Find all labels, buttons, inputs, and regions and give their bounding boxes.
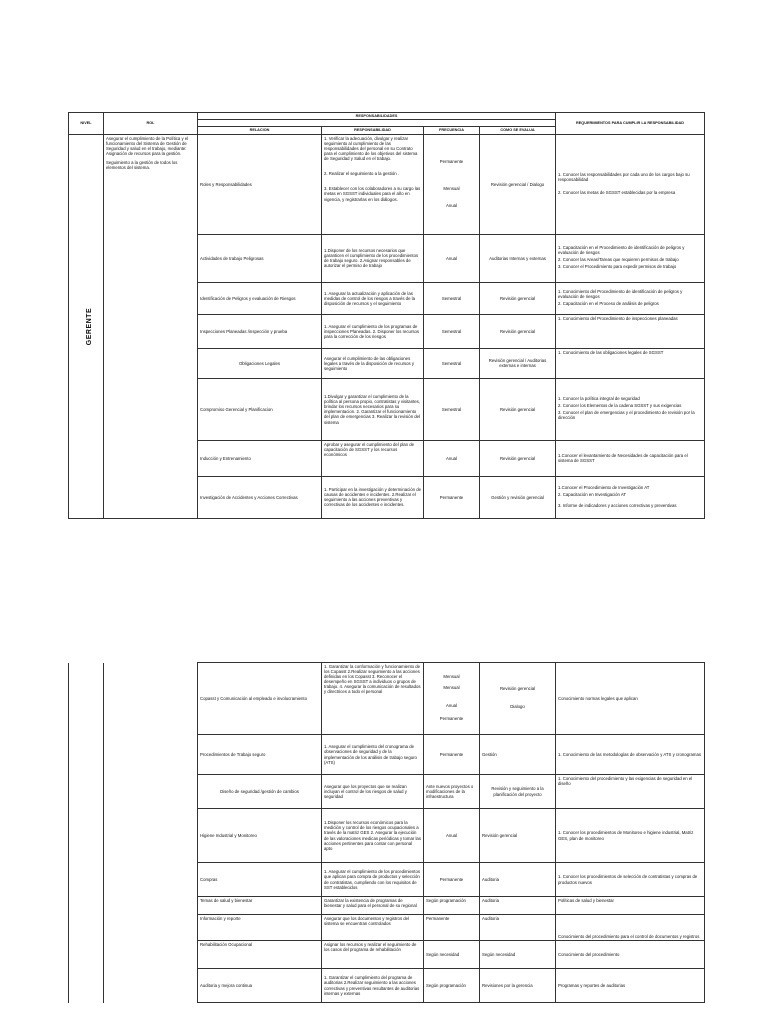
relacion-cell: Identificación de Peligros y evaluación de Riesgos xyxy=(198,282,322,314)
relacion-cell: Procedimientos de Trabajo seguro xyxy=(198,735,322,775)
freq-item: Anual xyxy=(446,702,457,708)
frecuencia-cell: Semestral xyxy=(424,348,480,378)
frecuencia-cell: Según programación xyxy=(424,969,480,1003)
relacion-cell: Auditoria y mejora continua xyxy=(198,969,322,1003)
header-relacion: RELACION xyxy=(198,127,322,134)
relacion-cell: Investigación de Accidentes y Acciones Correctivas xyxy=(198,476,322,518)
header-responsabilidades: RESPONSABILIDADES xyxy=(198,113,556,120)
responsabilidad-cell: 1. Asegurar el cumplimiento del cronograma de observaciones de seguridad y de la implementación de los análisis de trabajo seguro (ATS) xyxy=(322,735,424,775)
req-item: 2. Conocer los Elementos de la cadena SGSST y sus exigencias xyxy=(558,403,682,409)
relacion-cell: Compras xyxy=(198,863,322,897)
responsabilidad-cell: Asegurar el cumplimiento de las obligaciones legales a través de la disposición de recursos y seguimiento xyxy=(322,348,424,378)
req-item: 3. Conocer el Procedimiento para expedir permisos de trabajo xyxy=(558,264,677,270)
freq-item: Mensual xyxy=(443,685,460,691)
rol-cell xyxy=(104,134,198,518)
relacion-cell: Compromiso Gerencial y Planificacion xyxy=(198,378,322,440)
responsabilidad-cell: 1.Disponer de los recursos necesarios que garanticen el cumplimiento de los procedimientos de trabajo seguro. 2.Asignar responsables de autorizar el permiso de trabajo xyxy=(322,234,424,282)
resp-item: 3. Establecer con los colaboradores a su cargo las metas en SGSST individuales para el año en vigencia, y registrarlas en los diálogos. xyxy=(324,186,421,202)
responsabilidad-cell: Garantizar la existencia de programas de bienestar y salud para el personal de su regional xyxy=(322,897,424,915)
req-item: 3. Informe de indicadores y acciones correctivas y preventivas xyxy=(558,502,677,508)
requerimientos-cell xyxy=(556,134,705,234)
header-nivel: NIVEL xyxy=(69,113,104,135)
rol-cell-continued xyxy=(104,663,198,1003)
header-como-se-evalua: COMO SE EVALUA xyxy=(480,127,556,134)
requerimientos-cell: 1.Conocer el levantamiento de Necesidades de capacitación para el sistema de SGSST xyxy=(556,440,705,476)
evalua-cell: Gestión xyxy=(480,735,556,775)
evalua-cell: Auditoria xyxy=(480,897,556,915)
header-rol: ROL xyxy=(104,113,198,135)
requerimientos-cell: Políticas de salud y bienestar xyxy=(556,897,705,915)
frecuencia-cell: Permanente xyxy=(424,735,480,775)
frecuencia-cell: Semestral xyxy=(424,314,480,348)
eval-item: Dialogo xyxy=(510,703,525,709)
relacion-cell: Copasst y Comunicación al empleado e involucramiento xyxy=(198,663,322,735)
responsabilidad-cell: 1. Asegurar la actualización y aplicación de las medidas de control de los riesgos a través de la disposición de recursos y el seguimiento xyxy=(322,282,424,314)
evalua-cell: Revisión y seguimiento a la planificación del proyecto xyxy=(480,775,556,809)
evalua-cell: Auditoria xyxy=(480,915,556,941)
requerimientos-cell xyxy=(556,476,705,518)
relacion-cell: Rehabilitación Ocupacional xyxy=(198,941,322,969)
requerimientos-cell xyxy=(556,234,705,282)
evalua-cell: Revisión gerencial xyxy=(480,440,556,476)
header-requerimientos: REQUERIMIENTOS PARA CUMPLIR LA RESPONSABILIDAD xyxy=(556,113,705,135)
frecuencia-cell: Anual xyxy=(424,809,480,863)
responsabilidad-cell: Asignar los recursos y realizar el seguimiento de los casos del programa de rehabilitación xyxy=(322,941,424,969)
page1-table xyxy=(68,112,705,519)
relacion-cell: Inspecciones Planeadas /inspección y prueba xyxy=(198,314,322,348)
eval-item: Revisión gerencial xyxy=(499,686,536,692)
requerimientos-cell: 1. Conocimiento de las metodologías de observación y ATS y cronogramas xyxy=(556,735,705,775)
responsabilidad-cell: Asegurar que los proyectos que se realizan incluyan el control de los riesgos de salud y seguridad xyxy=(322,775,424,809)
frecuencia-cell: Ante nuevos proyectos o modificaciones de la infraestructura xyxy=(424,775,480,809)
responsabilidad-cell: 1.Divulgar y garantizar el cumplimiento de la política al persona propio, contratistas y visitantes, brindar los recursos necesarios para su implementacion. 2. Garantizar el funcionamiento del plan de emergencias 3. Realizar la revisión del sistema xyxy=(322,378,424,440)
page2-table xyxy=(68,662,705,1003)
resp-item: 1. Verificar la adecuación, divulgar y realizar seguimiento al cumplimiento de las responsabilidades del personal en su Contrato para el cumplimiento de los objetivos del sistema de Seguridad y Salud en el trabajo. xyxy=(324,135,418,162)
evalua-cell: Revisión gerencial xyxy=(480,378,556,440)
relacion-cell: Temas de salud y bienestar xyxy=(198,897,322,915)
requerimientos-cell: Conocimiento normas legales que aplican xyxy=(556,663,705,735)
responsabilidad-cell: 1. Garantizar la conformación y funcionamiento de los Copasst 2.Realizar seguimiento a las acciones definidas en los Copasst 3. Reconocer el desempeño en SGSST a individuos o grupos de trabajo. 4. Asegurar la comunicación de resultados y directrices a todo el personal xyxy=(322,663,424,735)
evalua-cell: Auditoria xyxy=(480,863,556,897)
requerimientos-cell: 1. Conocer los procedimientos de Monitoreo e higiene industrial, Matriz GES, plan de monitoreo xyxy=(556,809,705,863)
requerimientos-cell xyxy=(556,378,705,440)
nivel-cell-continued xyxy=(69,663,104,1003)
freq-item: Permanente xyxy=(439,715,464,721)
relacion-cell: Obligaciones Legales xyxy=(198,348,322,378)
frecuencia-cell: Según necesidad xyxy=(424,941,480,969)
responsabilidad-cell: 1.Disponer los recursos económicos para la medición y control de los riesgos ocupacionales a través de la matriz GES 2. Asegurar la ejecución de las valoraciones medicas periódicas y tomar las acciones pertinentes para contar con personal apto xyxy=(322,809,424,863)
req-item: 1. Capacitación en el Procedimiento de identificación de peligros y evaluación de riesgos xyxy=(558,245,685,256)
relacion-cell: Diseño de seguridad /gestión de cambios xyxy=(198,775,322,809)
frecuencia-cell: Semestral xyxy=(424,282,480,314)
frecuencia-cell: Anual xyxy=(424,440,480,476)
requerimientos-cell: 1. Conocimiento de las obligaciones legales de SGSST xyxy=(556,348,705,378)
req-item: 1. Conocer las responsabilidades por cada uno de los cargos bajo su responsabilidad xyxy=(558,171,690,182)
frecuencia-cell: Permanente xyxy=(424,476,480,518)
relacion-cell: Información y reporte xyxy=(198,915,322,941)
requerimientos-cell xyxy=(556,282,705,314)
evalua-cell: Revisión gerencial xyxy=(480,809,556,863)
rol-text-2: Seguimiento a la gestión de todos los elementos del sistema. xyxy=(106,160,178,171)
req-item: 1.Conocer el Procedimiento de Investigación AT xyxy=(558,484,650,490)
frecuencia-cell: Anual xyxy=(424,234,480,282)
rol-text: Asegurar el cumplimiento de la Política y el funcionamiento del Sistema de Gestión de Seguridad y salud en el trabajo, mediante: Asignación de recursos para la gestión. xyxy=(106,135,189,157)
evalua-cell: Auditorias Internas y externas xyxy=(480,234,556,282)
relacion-cell: Inducción y Entrenamiento xyxy=(198,440,322,476)
req-item: 2. Conocer las metas de SGSST establecidas por la empresa xyxy=(558,189,676,195)
responsabilidad-cell: 1. Garantizar el cumplimiento del programa de auditorias 2.Realizar seguimiento a las acciones correctivas y preventivas resultantes de auditorias internas y externas xyxy=(322,969,424,1003)
req-item: 1. Conocimiento del Procedimiento de identificación de peligros y evaluación de riesgos xyxy=(558,288,683,299)
resp-item: 2. Realizar el seguimiento a la gestión . xyxy=(324,171,399,177)
evalua-cell: Revisión gerencial xyxy=(480,314,556,348)
relacion-cell: Roles y Responsabilidades xyxy=(198,134,322,234)
evalua-cell xyxy=(480,663,556,735)
header-responsabilidad: RESPONSABILIDAD xyxy=(322,127,424,134)
responsabilidad-cell xyxy=(322,134,424,234)
frecuencia-cell: Semestral xyxy=(424,378,480,440)
nivel-label: GERENTE xyxy=(86,307,94,345)
freq-item: Anual xyxy=(446,202,457,208)
evalua-cell: Revisión gerencial / Dialogo xyxy=(480,134,556,234)
req-item: 1. Conocer la política integral de seguridad xyxy=(558,396,640,402)
req-item: 3. Conocer el plan de emergencias y el procedimiento de revisión por la dirección xyxy=(558,410,695,421)
evalua-cell: Gestión y revisión gerencial xyxy=(480,476,556,518)
frecuencia-cell: Permanente xyxy=(424,915,480,941)
req-item: 2. Conocer las Areas/Tareas que requieren permisos de trabajo xyxy=(558,257,679,263)
req-item: 2. Capacitación en el Proceso de análisis de peligros xyxy=(558,300,659,306)
responsabilidad-cell: Aprobar y asegurar el cumplimiento del plan de capacitación de SGSST y los recursos económicos xyxy=(322,440,424,476)
requerimientos-cell: Conocimiento del procedimiento xyxy=(556,941,705,969)
freq-item: Mensual xyxy=(443,185,460,191)
relacion-cell: Actividades de trabajo Peligrosas xyxy=(198,234,322,282)
freq-item: Permanente xyxy=(439,158,464,164)
header-frecuencia: FRECUENCIA xyxy=(424,127,480,134)
evalua-cell: Revisión gerencial xyxy=(480,282,556,314)
responsabilidad-cell: 1. Asegurar el cumplimiento de los programas de inspecciones Planeadas. 2. Disponer los recursos para la corrección de los riesgos xyxy=(322,314,424,348)
requerimientos-cell: Programas y reportes de auditorias xyxy=(556,969,705,1003)
responsabilidad-cell: Asegurar que los documentos y registros del sistema se encuentran controlados xyxy=(322,915,424,941)
responsabilidad-cell: 1. Asegurar el cumplimiento de los procedimientos que aplican para compra de productos y selección de contratistas, cumpliendo con los requisitos de SST establecidos xyxy=(322,863,424,897)
freq-item: Mensual xyxy=(443,674,460,680)
requerimientos-cell: 1. Conocer los procedimientos de selección de contratistas y compras de productos nuevos xyxy=(556,863,705,897)
nivel-cell xyxy=(69,134,104,518)
relacion-cell: Higiene Industrial y Monitoreo xyxy=(198,809,322,863)
requerimientos-cell: 1. Conocimiento del Procedimiento de inspecciones planeadas xyxy=(556,314,705,348)
frecuencia-cell xyxy=(424,134,480,234)
requerimientos-cell: Conocimiento del procedimiento para el control de documentos y registros xyxy=(556,915,705,941)
frecuencia-cell: Según programación xyxy=(424,897,480,915)
req-item: 2. Capacitación en Investigación AT xyxy=(558,491,627,497)
evalua-cell: Revisiones por la gerencia xyxy=(480,969,556,1003)
evalua-cell: Según necesidad xyxy=(480,941,556,969)
requerimientos-cell: 1. Conocimiento del procedimiento y las exigencias de seguridad en el diseño xyxy=(556,775,705,809)
evalua-cell: Revisión gerencial / Auditorias externas e internas xyxy=(480,348,556,378)
frecuencia-cell: Permanente xyxy=(424,863,480,897)
responsabilidad-cell: 1. Participar en la investigación y determinación de causas de accidentes e incidentes. 2.Realizar el seguimiento a las acciones preventivas y correctivas de los accidentes e incidentes. xyxy=(322,476,424,518)
frecuencia-cell xyxy=(424,663,480,735)
